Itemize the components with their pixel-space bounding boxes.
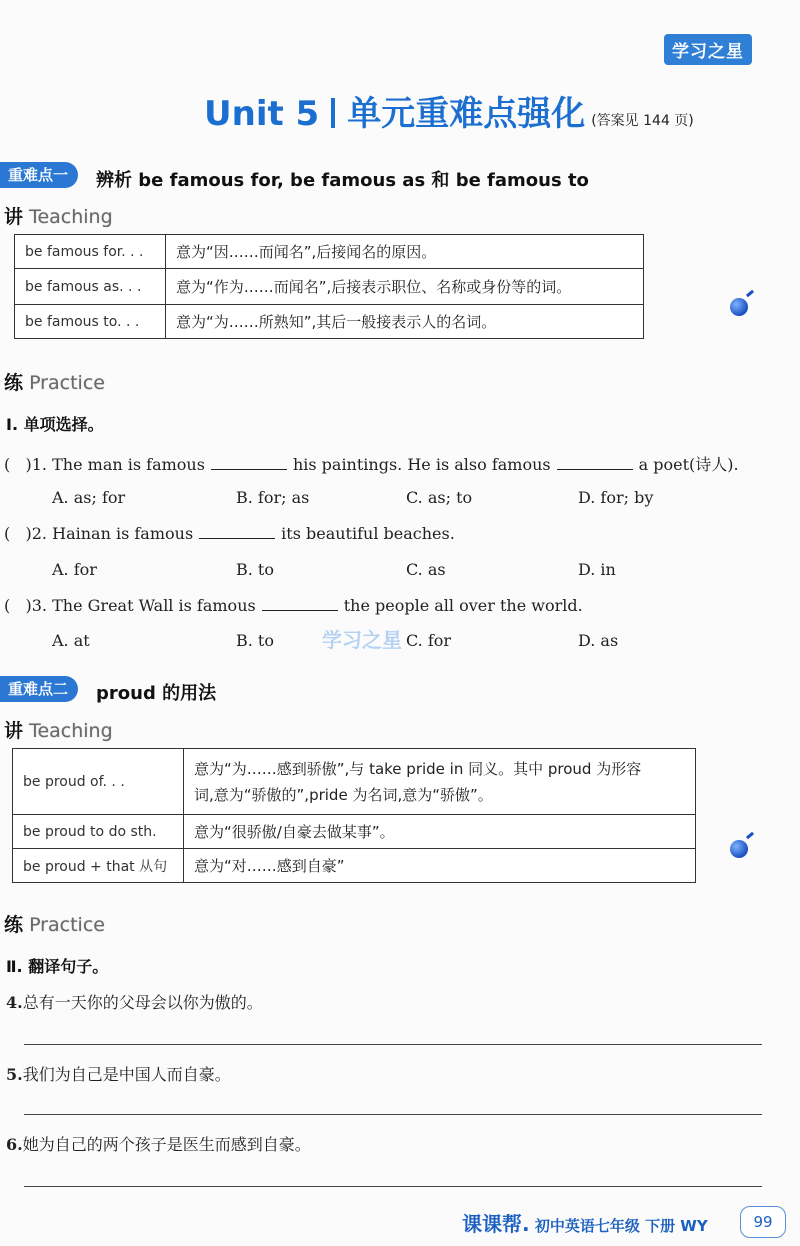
table-row [15,305,644,339]
title-divider [331,98,335,128]
section2-header [0,678,78,699]
answer-note: (答案见 144 页) [591,113,694,129]
footer-book: 初中英语七年级 下册 WY [534,1217,708,1235]
answer-line[interactable] [24,1186,762,1187]
answer-bracket[interactable]: ( ) [4,524,32,543]
bomb-icon [730,840,748,858]
meaning-cell: 意为“因……而闻名”,后接闻名的原因。 [166,235,644,269]
brand-logo: 学习之星 [664,34,752,65]
term-cell: be proud of. . . [13,749,184,815]
section1-tag: 重难点一 [0,162,78,188]
option[interactable]: C. for [406,631,452,650]
meaning-cell: 意为“很骄傲/自豪去做某事”。 [184,815,696,849]
section1-header [0,164,78,185]
term-cell: be proud to do sth. [13,815,184,849]
section1-practice-label: 练 Practice [4,372,105,394]
section2-teaching-table [12,748,696,883]
translate-item-4: 4.总有一天你的父母会以你为傲的。 [6,993,263,1012]
option[interactable]: C. as; to [406,488,473,507]
unit-label: Unit 5 [204,94,320,134]
part1-label: Ⅰ. 单项选择。 [6,415,104,434]
answer-bracket[interactable]: ( ) [4,596,32,615]
option[interactable]: B. for; as [236,488,310,507]
meaning-cell: 意为“为……感到骄傲”,与 take pride in 同义。其中 proud 为形容 词,意为“骄傲的”,pride 为名词,意为“骄傲”。 [184,749,696,815]
bomb-icon [730,298,748,316]
term-cell: be famous as. . . [15,269,166,305]
question-3: ( )3. The Great Wall is famous the people all over the world. [4,596,583,615]
section2-tag: 重难点二 [0,676,78,702]
answer-line[interactable] [24,1114,762,1115]
section1-teaching-label: 讲 Teaching [4,206,113,228]
question-2: ( )2. Hainan is famous its beautiful beaches. [4,524,455,543]
option[interactable]: A. at [52,631,90,650]
option[interactable]: A. as; for [52,488,126,507]
section2-heading: proud 的用法 [96,683,217,704]
part2-label: Ⅱ. 翻译句子。 [6,957,109,976]
section2-practice-label: 练 Practice [4,914,105,936]
option[interactable]: D. in [578,560,616,579]
table-row [13,815,696,849]
watermark: 学习之星 [322,628,402,652]
page-number: 99 [740,1206,786,1238]
answer-bracket[interactable]: ( ) [4,455,32,474]
term-cell: be proud + that 从句 [13,849,184,883]
section1-heading: 辨析 be famous for, be famous as 和 be famous to [96,170,589,191]
unit-subtitle: 单元重难点强化 [347,94,586,134]
option[interactable]: B. to [236,560,274,579]
answer-blank[interactable] [262,596,338,611]
footer-book-info [462,1208,708,1237]
option[interactable]: B. to [236,631,274,650]
meaning-cell: 意为“对……感到自豪” [184,849,696,883]
option[interactable]: A. for [52,560,97,579]
table-row [13,849,696,883]
table-row [15,235,644,269]
section2-teaching-label: 讲 Teaching [4,720,113,742]
meaning-cell: 意为“作为……而闻名”,后接表示职位、名称或身份等的词。 [166,269,644,305]
section1-teaching-table [14,234,644,339]
term-cell: be famous to. . . [15,305,166,339]
answer-line[interactable] [24,1044,762,1045]
answer-blank[interactable] [199,524,275,539]
question-1: ( )1. The man is famous his paintings. He is also famous a poet(诗人). [4,455,739,474]
option[interactable]: D. for; by [578,488,654,507]
answer-blank[interactable] [211,455,287,470]
table-row [13,749,696,815]
translate-item-6: 6.她为自己的两个孩子是医生而感到自豪。 [6,1135,311,1154]
option[interactable]: C. as [406,560,446,579]
option[interactable]: D. as [578,631,619,650]
answer-blank[interactable] [557,455,633,470]
footer-brand: 课课帮. [462,1212,530,1236]
term-cell: be famous for. . . [15,235,166,269]
table-row [15,269,644,305]
meaning-cell: 意为“为……所熟知”,其后一般接表示人的名词。 [166,305,644,339]
page-title [204,86,694,135]
translate-item-5: 5.我们为自己是中国人而自豪。 [6,1065,231,1084]
